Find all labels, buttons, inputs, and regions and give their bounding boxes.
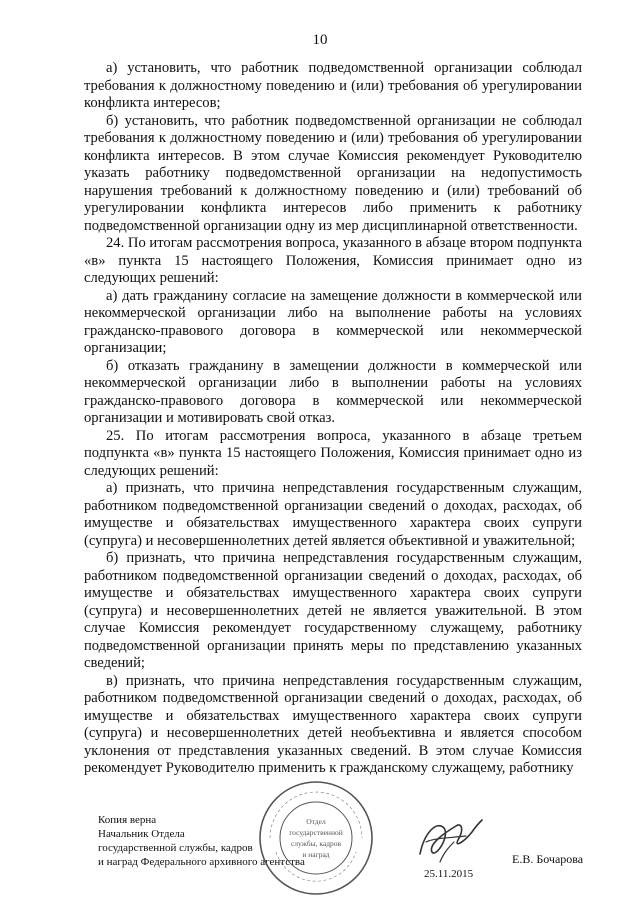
signer-name: Е.В. Бочарова (512, 852, 584, 866)
page-number: 10 (312, 32, 328, 48)
paragraph-25b: б) признать, что причина непредставления государственным служащим, работником подведомственной организации сведений о доходах, расходах, об имуществе и обязательствах имущественного характера своих супруги (супруга) и несовершеннолетних детей не является уважительной. В этом случае Комиссия рекомендует государственному служащему, работнику подведомственной организации принять меры по представлению указанных сведений; (84, 550, 582, 671)
handwritten-signature-icon (414, 812, 484, 870)
paragraph-25a: а) признать, что причина непредставления государственным служащим, работником подведомственной организации сведений о доходах, расходах, об имуществе и обязательствах имущественного характера своих супруги (супруга) и несовершеннолетних детей является объективной и уважительной; (84, 480, 582, 549)
position-line-3: и наград Федерального архивного агентства (98, 856, 305, 868)
document-body (84, 60, 582, 778)
paragraph-24b: б) отказать гражданину в замещении должности в коммерческой или некоммерческой организации либо в выполнении работы на условиях гражданско-правового договора в коммерческой или некоммерческой организации и мотивировать свой отказ. (84, 357, 582, 426)
stamp-text-4: и наград (302, 850, 330, 859)
stamp-text-3: службы, кадров (290, 839, 342, 848)
copy-note: Копия верна (98, 814, 157, 826)
stamp-text-2: государственной (289, 828, 343, 837)
certification-date: 25.11.2015 (424, 868, 474, 880)
paragraph-23b: б) установить, что работник подведомственной организации не соблюдал требования к должностному поведению и (или) требования об урегулировании конфликта интересов. В этом случае Комиссия рекомендует Руководителю указать работнику подведомственной организации на недопустимость нарушения требований к должностному поведению и (или) требований об урегулировании конфликта интересов либо применить к работнику подведомственной организации одну из мер дисциплинарной ответственности. (84, 112, 582, 234)
paragraph-23a: а) установить, что работник подведомственной организации соблюдал требования к должностному поведению и (или) требования об урегулировании конфликта интересов; (84, 60, 582, 111)
stamp-text-1: Отдел (306, 817, 326, 826)
round-stamp-icon (256, 778, 376, 898)
paragraph-25: 25. По итогам рассмотрения вопроса, указанного в абзаце третьем подпункта «в» пункта 15 настоящего Положения, Комиссия принимает одно из следующих решений: (84, 427, 582, 479)
paragraph-25c: в) признать, что причина непредставления государственным служащим, работником подведомственной организации сведений о доходах, расходах, об имуществе и обязательствах имущественного характера своих супруги (супруга) и несовершеннолетних детей необъективна и является способом уклонения от представления указанных сведений. В этом случае Комиссия рекомендует Руководителю применить к гражданскому служащему, работнику (84, 672, 582, 776)
position-line-2: государственной службы, кадров (98, 842, 253, 854)
paragraph-24a: а) дать гражданину согласие на замещение должности в коммерческой или некоммерческой организации либо на выполнение работы на условиях гражданско-правового договора в коммерческой или некоммерческой организации; (84, 287, 582, 356)
position-line-1: Начальник Отдела (98, 828, 185, 840)
paragraph-24: 24. По итогам рассмотрения вопроса, указанного в абзаце втором подпункта «в» пункта 15 настоящего Положения, Комиссия принимает одно из следующих решений: (84, 235, 582, 286)
